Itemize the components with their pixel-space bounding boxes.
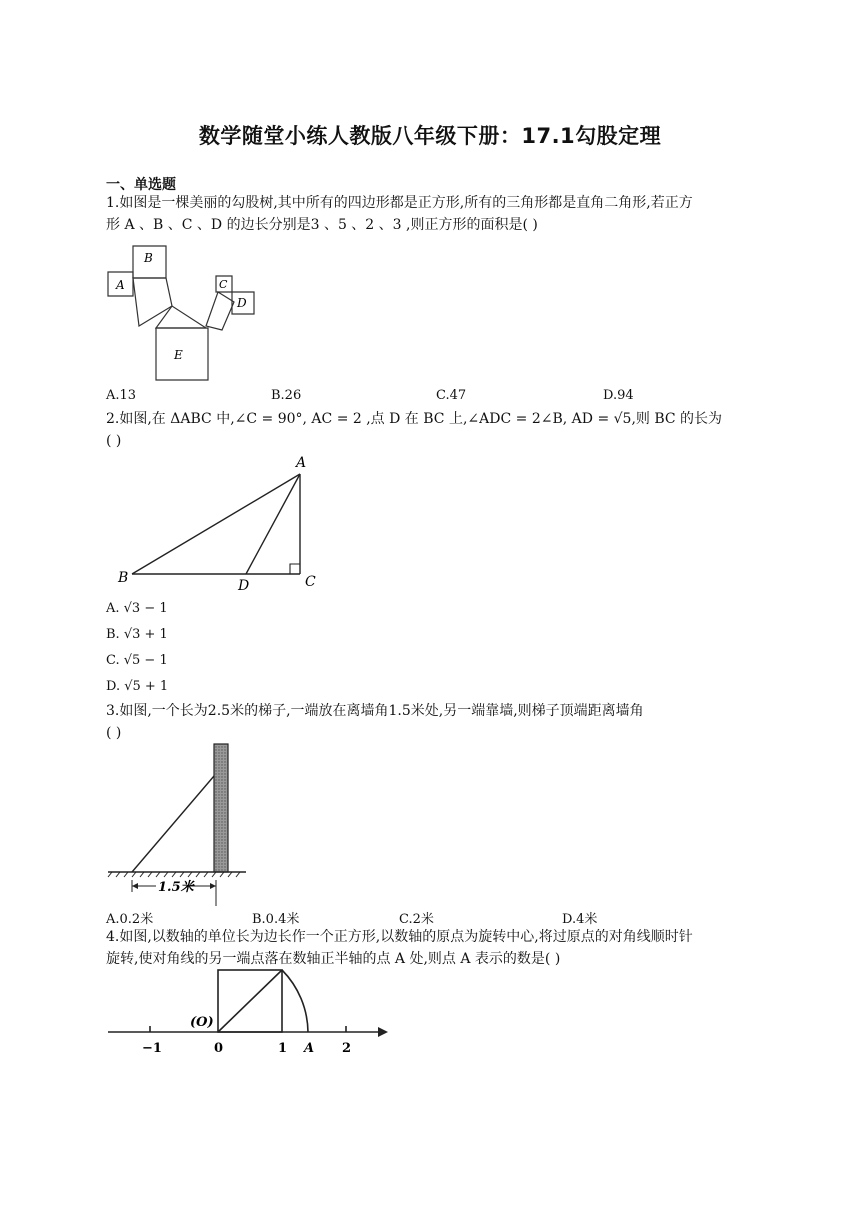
axis-arrow bbox=[378, 1027, 388, 1037]
question-3-options bbox=[106, 908, 766, 926]
number-line-figure bbox=[104, 966, 394, 1062]
question-3-stem-line1: 3.如图,一个长为2.5米的梯子,一端放在离墙角1.5米处,另一端靠墙,则梯子顶端距离墙角 bbox=[106, 703, 644, 719]
label-origin: (O) bbox=[190, 1015, 214, 1030]
question-1 bbox=[106, 192, 766, 236]
ground-hatching bbox=[108, 872, 240, 877]
pythagoras-tree-figure bbox=[104, 240, 264, 382]
question-2-stem-line2: ( ) bbox=[106, 433, 122, 449]
q3-option-d[interactable]: D.4米 bbox=[562, 912, 598, 927]
wall bbox=[214, 744, 228, 872]
q1-option-b[interactable]: B.26 bbox=[271, 388, 302, 403]
diagonal bbox=[218, 970, 282, 1032]
label-b: B bbox=[118, 570, 129, 586]
tick-label-1: 1 bbox=[278, 1041, 288, 1056]
page-title: 数学随堂小练人教版八年级下册：17.1勾股定理 bbox=[198, 124, 662, 148]
section-heading: 一、单选题 bbox=[106, 177, 176, 193]
question-2-options bbox=[106, 596, 168, 700]
label-a-point: A bbox=[304, 1041, 315, 1056]
q2-option-b[interactable]: B. √3 + 1 bbox=[106, 627, 168, 642]
q1-option-c[interactable]: C.47 bbox=[436, 388, 467, 403]
right-angle-mark bbox=[290, 564, 300, 574]
question-4 bbox=[106, 926, 766, 970]
q3-option-c[interactable]: C.2米 bbox=[399, 912, 434, 927]
tilted-square-right bbox=[206, 292, 234, 330]
label-c: C bbox=[219, 278, 228, 291]
question-2-stem-line1: 2.如图,在 ΔABC 中,∠C = 90°, AC = 2 ,点 D 在 BC 上,∠ADC = 2∠B, AD = √5,则 BC 的长为 bbox=[106, 411, 723, 427]
q2-option-c[interactable]: C. √5 − 1 bbox=[106, 653, 168, 668]
label-c: C bbox=[305, 574, 316, 590]
q1-option-d[interactable]: D.94 bbox=[603, 388, 634, 403]
question-1-options bbox=[106, 388, 766, 406]
ladder bbox=[132, 776, 214, 872]
question-4-stem-line2: 旋转,使对角线的另一端点落在数轴正半轴的点 A 处,则点 A 表示的数是( ) bbox=[106, 951, 561, 967]
label-a: A bbox=[116, 278, 125, 292]
label-d: D bbox=[238, 578, 250, 592]
question-1-stem-line1: 1.如图是一棵美丽的勾股树,其中所有的四边形都是正方形,所有的三角形都是直角二角形,若正方 bbox=[106, 195, 693, 211]
label-b: B bbox=[144, 251, 153, 265]
q3-option-a[interactable]: A.0.2米 bbox=[106, 912, 154, 927]
rotation-arc bbox=[282, 970, 308, 1032]
q2-option-d[interactable]: D. √5 + 1 bbox=[106, 679, 169, 694]
segment-ad bbox=[246, 474, 300, 574]
question-3-stem-line2: ( ) bbox=[106, 725, 122, 741]
label-e: E bbox=[174, 348, 183, 362]
label-d: D bbox=[237, 296, 247, 310]
tick-label-2: 2 bbox=[342, 1041, 352, 1056]
ladder-wall-figure bbox=[104, 740, 254, 906]
label-a: A bbox=[296, 455, 307, 471]
measure-label: 1.5米 bbox=[158, 880, 194, 895]
q1-option-a[interactable]: A.13 bbox=[106, 388, 137, 403]
triangle-abc-figure bbox=[112, 452, 332, 592]
question-1-stem-line2: 形 A 、B 、C 、D 的边长分别是3 、5 、2 、3 ,则正方形的面积是( ) bbox=[106, 217, 538, 233]
segment-ab bbox=[132, 474, 300, 574]
question-4-stem-line1: 4.如图,以数轴的单位长为边长作一个正方形,以数轴的原点为旋转中心,将过原点的对角线顺时针 bbox=[106, 929, 693, 945]
question-2 bbox=[106, 408, 766, 452]
tick-label-neg1: −1 bbox=[142, 1041, 162, 1056]
question-3 bbox=[106, 700, 766, 744]
tilted-square-left bbox=[133, 278, 172, 326]
q2-option-a[interactable]: A. √3 − 1 bbox=[106, 601, 168, 616]
q3-option-b[interactable]: B.0.4米 bbox=[252, 912, 300, 927]
tick-label-0: 0 bbox=[214, 1041, 224, 1056]
top-triangle bbox=[156, 306, 206, 328]
